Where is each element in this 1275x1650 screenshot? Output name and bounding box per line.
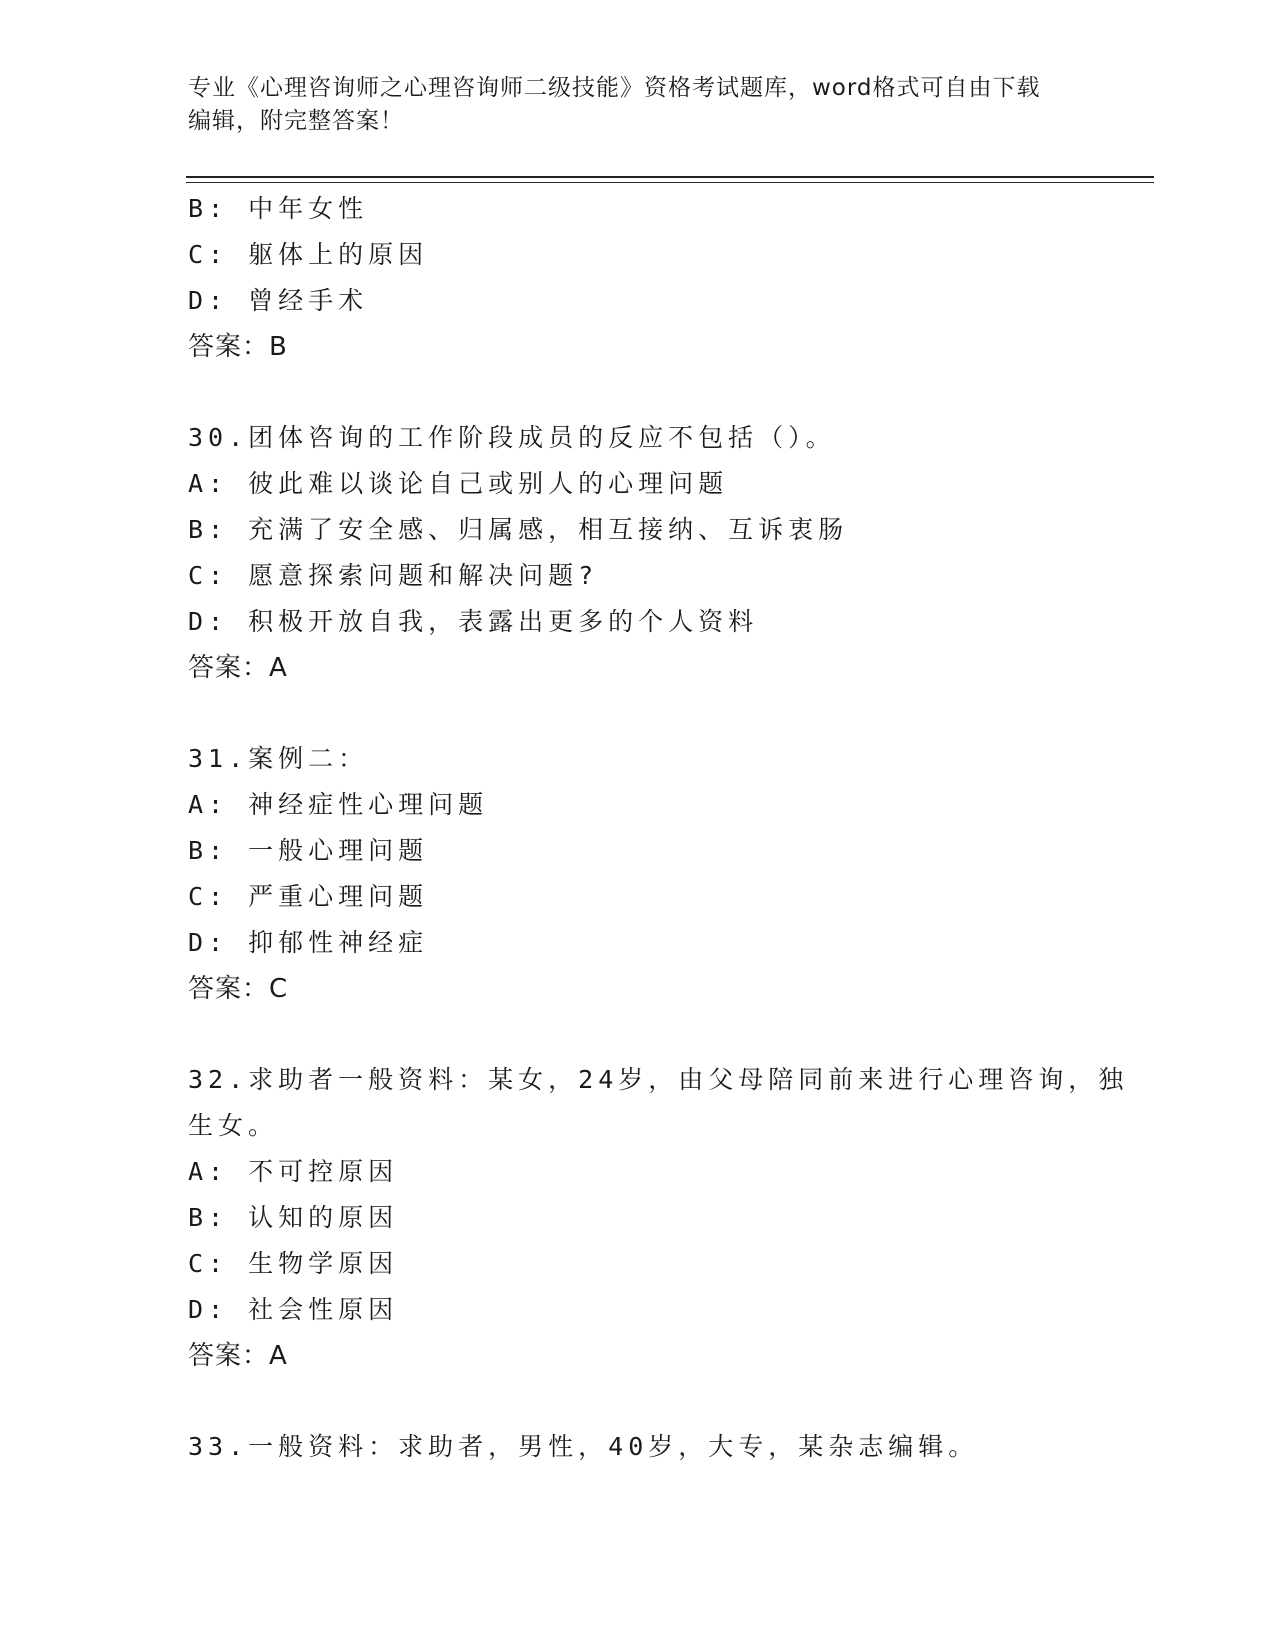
question-30 bbox=[188, 415, 1088, 691]
header-divider bbox=[186, 176, 1154, 178]
answer: 答案：A bbox=[188, 1341, 288, 1371]
question-31 bbox=[188, 736, 1088, 1012]
question-stem: 30.团体咨询的工作阶段成员的反应不包括（）。 bbox=[188, 423, 836, 452]
option-d: D: 社会性原因 bbox=[188, 1295, 399, 1324]
question-stem: 33.一般资料：求助者，男性，40岁，大专，某杂志编辑。 bbox=[188, 1432, 979, 1461]
question-32 bbox=[188, 1057, 1129, 1379]
header-divider-thin bbox=[186, 182, 1154, 183]
option-a: A: 不可控原因 bbox=[188, 1157, 399, 1186]
answer: 答案：A bbox=[188, 653, 288, 683]
option-b: B: 充满了安全感、归属感，相互接纳、互诉衷肠 bbox=[188, 515, 849, 544]
header-line-2: 编辑，附完整答案！ bbox=[188, 108, 404, 134]
option-a: A: 神经症性心理问题 bbox=[188, 790, 489, 819]
option-c: C: 躯体上的原因 bbox=[188, 240, 429, 269]
question-stem: 32.求助者一般资料：某女，24岁，由父母陪同前来进行心理咨询，独 bbox=[188, 1065, 1129, 1094]
question-stem: 31.案例二： bbox=[188, 744, 369, 773]
option-b: B: 认知的原因 bbox=[188, 1203, 399, 1232]
header-line-1: 专业《心理咨询师之心理咨询师二级技能》资格考试题库，word格式可自由下载 bbox=[188, 75, 1041, 101]
option-b: B: 中年女性 bbox=[188, 194, 369, 223]
option-d: D: 积极开放自我，表露出更多的个人资料 bbox=[188, 607, 759, 636]
option-c: C: 严重心理问题 bbox=[188, 882, 429, 911]
option-d: D: 抑郁性神经症 bbox=[188, 928, 429, 957]
question-list bbox=[188, 186, 1129, 1470]
option-a: A: 彼此难以谈论自己或别人的心理问题 bbox=[188, 469, 729, 498]
option-c: C: 生物学原因 bbox=[188, 1249, 399, 1278]
answer: 答案：B bbox=[188, 332, 288, 362]
option-b: B: 一般心理问题 bbox=[188, 836, 429, 865]
document-header bbox=[188, 72, 1088, 138]
question-stem-continued: 生女。 bbox=[188, 1111, 279, 1140]
option-d: D: 曾经手术 bbox=[188, 286, 369, 315]
partial-question bbox=[188, 186, 1088, 370]
answer: 答案：C bbox=[188, 974, 289, 1004]
option-c: C: 愿意探索问题和解决问题? bbox=[188, 561, 599, 590]
question-33 bbox=[188, 1424, 1088, 1470]
